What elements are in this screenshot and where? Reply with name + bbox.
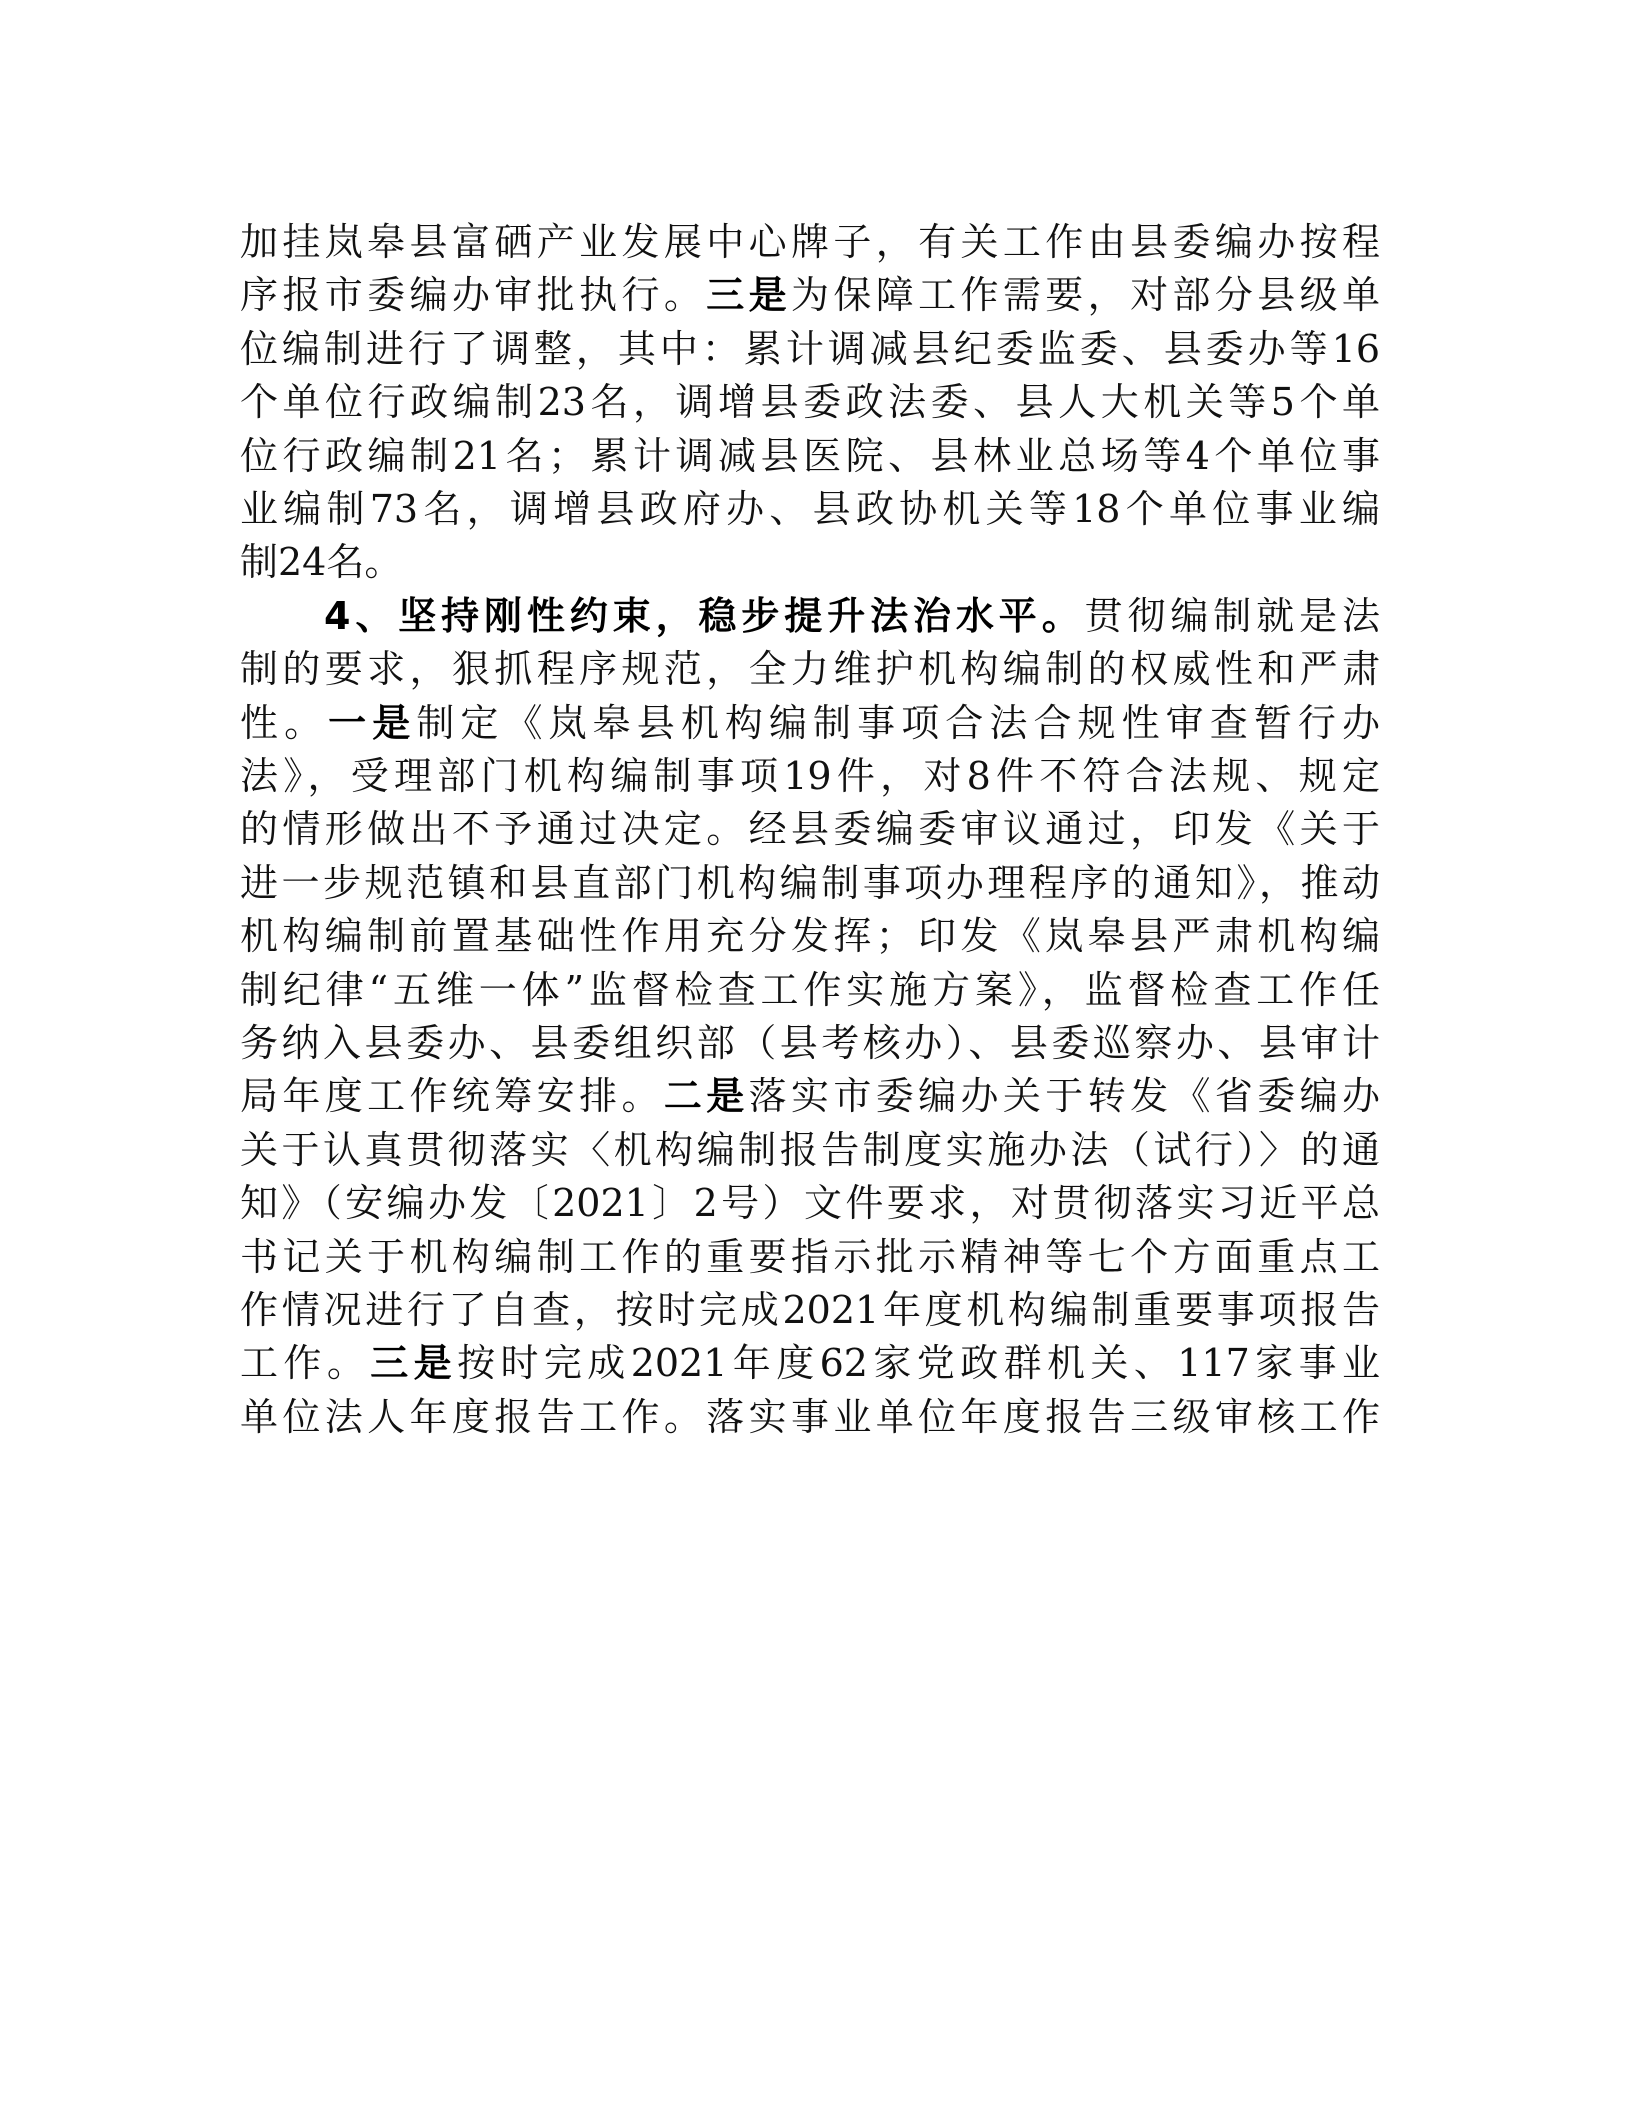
text-run: 按时完成2021年度62家党政群机关、117家事业	[457, 1341, 1380, 1386]
text-line-content	[240, 906, 1380, 966]
text-line	[240, 799, 1380, 859]
text-line	[240, 1333, 1380, 1393]
text-line	[240, 693, 1380, 753]
text-run: 落实市委编办关于转发《省委编办	[748, 1074, 1380, 1119]
text-line	[240, 906, 1380, 966]
text-run: 贯彻编制就是法	[1084, 593, 1380, 638]
text-line	[240, 1227, 1380, 1287]
bold-phrase: 一是	[328, 700, 417, 745]
text-run: 局年度工作统筹安排。	[240, 1074, 664, 1119]
text-run: 为保障工作需要，对部分县级单	[791, 273, 1380, 318]
text-line	[240, 853, 1380, 913]
text-line-content	[240, 1333, 1380, 1393]
bold-phrase: 三是	[706, 273, 791, 318]
text-line-content	[240, 1227, 1380, 1287]
text-line-content	[240, 532, 1380, 592]
text-run: 序报市委编办审批执行。	[240, 273, 707, 318]
text-run: 作情况进行了自查，按时完成2021年度机构编制重要事项报告	[240, 1288, 1380, 1332]
text-line-content	[240, 426, 1380, 486]
bold-phrase: 4、坚持刚性约束，稳步提升法治水平。	[324, 593, 1085, 638]
text-line-content	[240, 319, 1380, 379]
text-run: 的情形做出不予通过决定。经县委编委审议通过，印发《关于	[240, 807, 1380, 852]
text-line	[240, 1387, 1380, 1447]
text-line-content	[240, 212, 1380, 272]
text-line-content	[240, 1066, 1380, 1126]
text-run: 制的要求，狠抓程序规范，全力维护机构编制的权威性和严肃	[240, 647, 1380, 692]
text-run: 业编制73名，调增县政府办、县政协机关等18个单位事业编	[240, 487, 1380, 531]
text-run: 务纳入县委办、县委组织部（县考核办）、县委巡察办、县审计	[240, 1021, 1380, 1065]
text-line-content	[240, 265, 1380, 325]
text-line	[240, 639, 1380, 699]
text-run: 制纪律“五维一体”监督检查工作实施方案》，监督检查工作任	[240, 967, 1380, 1012]
text-line	[240, 960, 1380, 1020]
text-line	[240, 586, 1380, 646]
text-line	[240, 1280, 1380, 1340]
text-run: 个单位行政编制23名，调增县委政法委、县人大机关等5个单	[240, 380, 1380, 425]
text-line	[240, 479, 1380, 539]
text-line-content	[240, 1173, 1380, 1233]
text-line-content	[240, 1280, 1380, 1340]
text-line	[240, 1120, 1380, 1180]
text-line-content	[240, 799, 1380, 859]
text-line-content	[324, 586, 1380, 646]
text-line	[240, 532, 1380, 592]
text-line-content	[240, 853, 1380, 913]
text-run: 加挂岚皋县富硒产业发展中心牌子，有关工作由县委编办按程	[240, 220, 1380, 264]
text-run: 工作。	[240, 1341, 371, 1386]
text-run: 书记关于机构编制工作的重要指示批示精神等七个方面重点工	[240, 1234, 1380, 1279]
text-line	[240, 212, 1380, 272]
text-run: 位行政编制21名；累计调减县医院、县林业总场等4个单位事	[240, 433, 1380, 478]
text-run: 关于认真贯彻落实〈机构编制报告制度实施办法（试行）〉的通	[240, 1127, 1380, 1172]
bold-phrase: 三是	[370, 1341, 458, 1386]
text-line-content	[240, 1013, 1380, 1073]
text-line-content	[240, 639, 1380, 699]
text-run: 进一步规范镇和县直部门机构编制事项办理程序的通知》，推动	[240, 860, 1380, 905]
text-run: 知》（安编办发〔2021〕2号）文件要求，对贯彻落实习近平总	[240, 1181, 1380, 1226]
text-line	[240, 1173, 1380, 1233]
text-run: 机构编制前置基础性作用充分发挥；印发《岚皋县严肃机构编	[240, 914, 1380, 959]
text-line	[240, 372, 1380, 432]
text-line	[240, 746, 1380, 806]
text-run: 制24名。	[240, 540, 403, 585]
text-line	[240, 1013, 1380, 1073]
text-line	[240, 1066, 1380, 1126]
text-line-content	[240, 372, 1380, 432]
bold-phrase: 二是	[663, 1074, 749, 1119]
text-line	[240, 426, 1380, 486]
text-line-content	[240, 693, 1380, 753]
text-line-content	[240, 479, 1380, 539]
text-line-content	[240, 746, 1380, 806]
text-line	[240, 319, 1380, 379]
text-line	[240, 265, 1380, 325]
text-run: 法》，受理部门机构编制事项19件，对8件不符合法规、规定	[240, 754, 1380, 798]
text-line-content	[240, 1387, 1380, 1447]
text-run: 性。	[240, 700, 329, 745]
text-run: 位编制进行了调整，其中：累计调减县纪委监委、县委办等16	[240, 326, 1380, 371]
text-run: 制定《岚皋县机构编制事项合法合规性审查暂行办	[416, 700, 1380, 745]
text-line-content	[240, 1120, 1380, 1180]
text-line-content	[240, 960, 1380, 1020]
text-run: 单位法人年度报告工作。落实事业单位年度报告三级审核工作	[240, 1394, 1380, 1439]
